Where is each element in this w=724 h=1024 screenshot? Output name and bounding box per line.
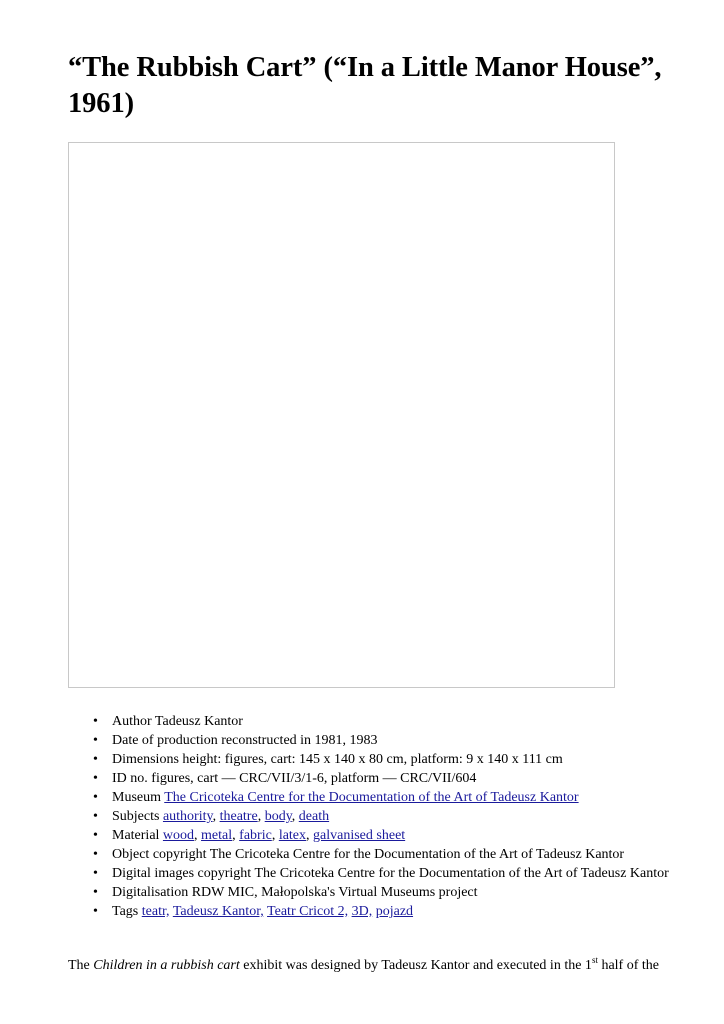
meta-author-label: Author (112, 714, 152, 729)
material-link-fabric[interactable]: fabric (239, 828, 272, 843)
tag-link-teatr-cricot-2[interactable]: Teatr Cricot 2, (267, 904, 349, 919)
meta-date-label: Date of production (112, 733, 218, 748)
bullet: • (93, 790, 98, 805)
meta-subjects: • Subjects authority, theatre, body, death (93, 809, 330, 824)
intro-tail: half of the (597, 958, 659, 973)
material-link-latex[interactable]: latex (278, 828, 307, 843)
museum-link[interactable]: The Cricoteka Centre for the Documentation of the Art of Tadeusz Kantor (164, 790, 579, 805)
meta-tags (93, 902, 673, 921)
subject-link-authority[interactable]: authority (162, 809, 213, 824)
subject-link-body[interactable]: body (264, 809, 292, 824)
bullet: • (93, 828, 98, 843)
material-link-galvanised-sheet[interactable]: galvanised sheet (313, 828, 406, 843)
meta-author-value: Tadeusz Kantor (154, 714, 243, 729)
meta-dimensions-value: height: figures, cart: 145 x 140 x 80 cm, platform: 9 x 140 x 111 cm (182, 752, 563, 767)
bullet: • (93, 885, 98, 900)
meta-object-copyright-value: The Cricoteka Centre for the Documentation of the Art of Tadeusz Kantor (209, 847, 625, 862)
bullet: • (93, 714, 98, 729)
meta-object-copyright (93, 845, 673, 864)
meta-museum-label: Museum (112, 790, 161, 805)
meta-object-copyright-label: Object copyright (112, 847, 207, 862)
tag-link-teatr[interactable]: teatr, (141, 904, 170, 919)
meta-id-label: ID no. (112, 771, 148, 786)
intro-exhibit-title: Children in a rubbish cart (93, 958, 240, 973)
bullet: • (93, 771, 98, 786)
subject-link-death[interactable]: death (298, 809, 330, 824)
material-link-wood[interactable]: wood (162, 828, 195, 843)
meta-museum (93, 788, 673, 807)
meta-id-value: figures, cart — CRC/VII/3/1-6, platform — CRC/VII/604 (151, 771, 477, 786)
metadata-list (93, 712, 673, 921)
meta-date (93, 731, 673, 750)
meta-date-value: reconstructed in 1981, 1983 (221, 733, 378, 748)
tag-link-tadeusz-kantor[interactable]: Tadeusz Kantor, (172, 904, 264, 919)
meta-digitalisation-value: RDW MIC, Małopolska's Virtual Museums project (191, 885, 478, 900)
object-image-placeholder (68, 142, 615, 688)
material-link-metal[interactable]: metal (201, 828, 233, 843)
meta-dimensions (93, 750, 673, 769)
meta-author (93, 712, 673, 731)
tag-link-pojazd[interactable]: pojazd (375, 904, 414, 919)
bullet: • (93, 752, 98, 767)
tag-link-3d[interactable]: 3D, (351, 904, 373, 919)
intro-middle: exhibit was designed by Tadeusz Kantor and executed in the 1 (239, 958, 592, 973)
bullet: • (93, 866, 98, 881)
bullet: • (93, 904, 98, 919)
meta-tags-label: Tags (112, 904, 139, 919)
intro-lead: The (68, 958, 94, 973)
meta-digital-copyright-label: Digital images copyright (112, 866, 252, 881)
bullet: • (93, 733, 98, 748)
meta-digitalisation-label: Digitalisation (112, 885, 189, 900)
meta-id-no (93, 769, 673, 788)
meta-dimensions-label: Dimensions (112, 752, 179, 767)
meta-material-label: Material (112, 828, 160, 843)
intro-paragraph (68, 956, 718, 976)
intro-superscript: st (591, 955, 598, 965)
meta-material: • Material wood, metal, fabric, latex, galvanised sheet (93, 828, 406, 843)
subject-link-theatre[interactable]: theatre (219, 809, 258, 824)
meta-digital-copyright (93, 864, 673, 883)
meta-digitalisation (93, 883, 673, 902)
bullet: • (93, 847, 98, 862)
meta-subjects-label: Subjects (112, 809, 160, 824)
bullet: • (93, 809, 98, 824)
page-title: “The Rubbish Cart” (“In a Little Manor House”, 1961) (68, 52, 662, 119)
meta-digital-copyright-value: The Cricoteka Centre for the Documentation of the Art of Tadeusz Kantor (254, 866, 669, 881)
